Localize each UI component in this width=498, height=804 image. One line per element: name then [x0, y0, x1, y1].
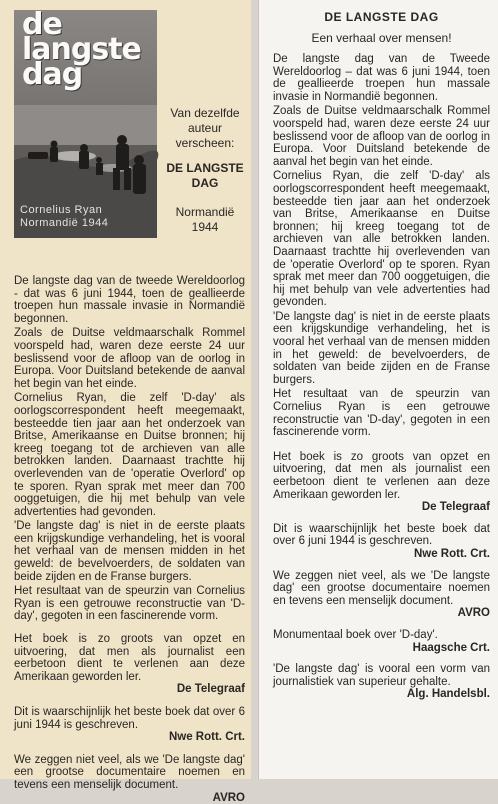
quote-text: Dit is waarschijnlijk het beste boek dat over 6 juni 1944 is geschreven. — [273, 522, 490, 548]
right-body — [273, 53, 490, 439]
cover-author-line-1: Cornelius Ryan — [20, 204, 103, 216]
left-press-quotes — [14, 633, 245, 804]
right-paragraph-5: Het resultaat van de speurzin van Cornelius Ryan is een getrouwe reconstructie van 'D-day', gegoten in een fascinerende vorm. — [273, 388, 490, 439]
cover-title-line-1: de — [22, 7, 62, 42]
left-quote-1 — [14, 633, 245, 696]
right-subheading: Een verhaal over mensen! — [311, 31, 452, 45]
cover-title-line-3: dag — [22, 57, 83, 92]
other-title-subtitle: Normandië 1944 — [175, 205, 235, 234]
book-cover-photo — [14, 7, 157, 238]
left-paragraph-4: 'De langste dag' is niet in de eerste plaats een krijgskundige verhandeling, het is vooral het verhaal van de mensen midden in het geweld: de bevelvoerders, de soldaten van beide zijden en de Franse burgers. — [14, 520, 245, 583]
quote-source: Nwe Rott. Crt. — [168, 731, 245, 744]
cover-author — [20, 204, 108, 230]
quote-text: Het boek is zo groots van opzet en uitvoering, dat men als journalist een eerbetoon dient te verlenen aan deze Amerikaan geworden ler. — [273, 450, 490, 501]
left-paragraph-5: Het resultaat van de speurzin van Cornelius Ryan is een getrouwe reconstructie van 'D-day', gegoten in een fascinerende vorm. — [14, 585, 245, 623]
right-quote-2 — [273, 523, 490, 561]
quote-text: Het boek is zo groots van opzet en uitvoering, dat men als journalist een eerbetoon dient te verlenen aan deze Amerikaan geworden ler. — [14, 633, 245, 683]
cover-title-line-2: langste — [22, 32, 141, 67]
cover-title — [22, 7, 141, 92]
right-quote-1 — [273, 451, 490, 514]
quote-text: Monumentaal boek over 'D-day'. — [273, 628, 438, 641]
other-title-name: DE LANGSTE DAG — [166, 161, 244, 190]
quote-source: De Telegraaf — [421, 501, 490, 514]
quote-text: We zeggen niet veel, als we 'De langste dag' een grootse documentaire noemen en tevens een menselijk document. — [14, 753, 245, 791]
left-paragraph-1: De langste dag van de tweede Wereldoorlog - dat was 6 juni 1944, toen de geallieerde troepen hun massale invasie in Normandië begonnen. — [14, 275, 245, 325]
left-quote-3 — [14, 754, 245, 804]
right-heading: DE LANGSTE DAG — [324, 10, 439, 24]
quote-text: 'De langste dag' is vooral een vorm van journalistiek van superieur gehalte. — [273, 663, 490, 688]
left-paragraph-2: Zoals de Duitse veldmaarschalk Rommel voorspeld had, waren deze eerste 24 uur beslissend voor de afloop van de oorlog in Europa. Voor Duitsland betekende de aanval het begin van het einde. — [14, 327, 245, 390]
right-quote-5 — [273, 663, 490, 701]
right-paragraph-3: Cornelius Ryan, die zelf 'D-day' als oorlogscorrespondent heeft meegemaakt, besteedde tien jaar aan het onderzoek van Britse, Amerikaanse en Duitse bronnen; hij kreeg toegang tot de archieven van alle betrokken landen. Daarnaast trachtte hij overlevenden van de 'operatie Overlord' op te sporen. Ryan sprak met meer dan 700 ooggetuigen, die hij met behulp van vele advertenties had gevonden. — [273, 170, 490, 309]
other-title-note — [164, 10, 246, 235]
other-title-intro: Van dezelfde auteur verscheen: — [170, 106, 240, 150]
right-paragraph-1: De langste dag van de Tweede Wereldoorlog – dat was 6 juni 1944, toen de geallieerde troepen hun massale invasie in Normandië begonnen. — [273, 53, 490, 103]
left-body — [14, 275, 245, 623]
right-paragraph-2: Zoals de Duitse veldmaarschalk Rommel voorspeld had, waren deze eerste 24 uur beslissend voor de afloop van de oorlog in Europa. Voor Duitsland betekende de aanval het begin van het einde. — [273, 105, 490, 168]
right-quote-3 — [273, 570, 490, 620]
quote-source: AVRO — [457, 607, 490, 620]
quote-text: Dit is waarschijnlijk het beste boek dat over 6 juni 1944 is geschreven. — [14, 706, 245, 731]
quote-source: Haagsche Crt. — [412, 641, 490, 654]
right-paragraph-4: 'De langste dag' is niet in de eerste plaats een krijgskundige verhandeling, het is vooral het verhaal van de mensen midden in het geweld: de bevelvoerders, de soldaten van beide zijden en de Franse burgers. — [273, 310, 490, 386]
quote-source: AVRO — [212, 791, 245, 804]
right-quote-4 — [273, 629, 490, 654]
left-paragraph-3: Cornelius Ryan, die zelf 'D-day' als oorlogscorrespondent heeft meegemaakt, besteedde tien jaar aan het onderzoek van Britse, Amerikaanse en Duitse bronnen; hij kreeg toegang tot de archieven van alle betrokken landen. Daarnaast trachtte hij overlevenden van de 'operatie Overlord' op te sporen. Ryan sprak met meer dan 700 ooggetuigen, die hij met behulp van vele advertenties had gevonden. — [14, 392, 245, 518]
right-press-quotes — [273, 451, 490, 701]
quote-source: Nwe Rott. Crt. — [413, 547, 490, 560]
quote-source: De Telegraaf — [176, 683, 245, 696]
left-top-block — [14, 7, 245, 275]
cover-author-line-2: Normandië 1944 — [20, 217, 109, 229]
right-flap-panel — [258, 0, 498, 779]
quote-source: Alg. Handelsbl. — [406, 688, 490, 701]
left-quote-2 — [14, 706, 245, 744]
quote-text: We zeggen niet veel, als we 'De langste dag' een grootse documentaire noemen en tevens een menselijk document. — [273, 569, 490, 607]
